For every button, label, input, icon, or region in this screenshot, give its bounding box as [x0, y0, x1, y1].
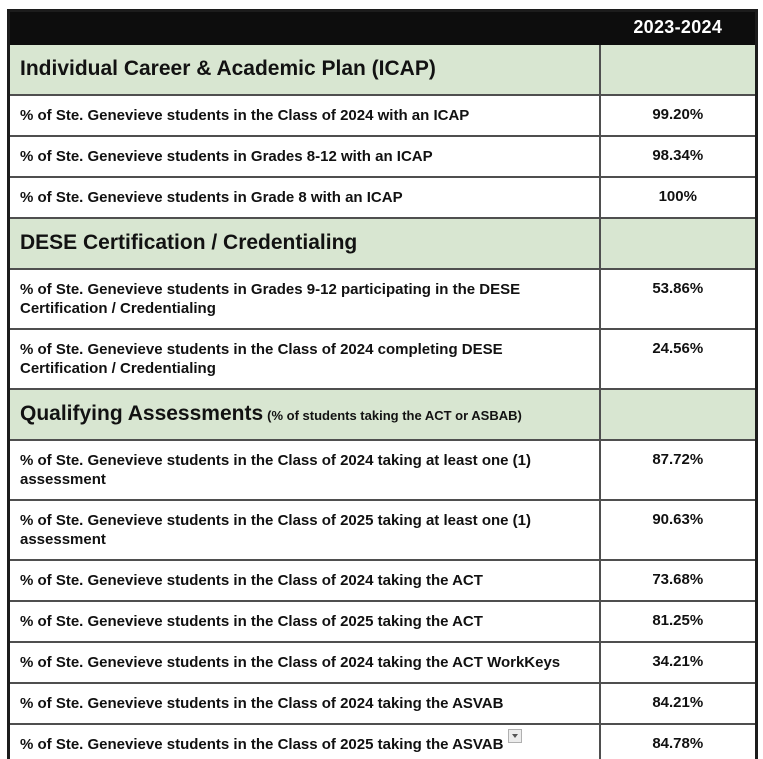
table-row — [9, 440, 757, 500]
section-title: Qualifying Assessments — [20, 401, 264, 425]
metric-label-cell — [9, 269, 600, 329]
metric-value: 84.21% — [600, 683, 757, 724]
metric-value: 99.20% — [600, 95, 757, 136]
metric-label: % of Ste. Genevieve students in Grades 9-12 participating in the DESE Certification / Credentialing — [20, 280, 521, 317]
metric-label-cell — [9, 329, 600, 389]
metric-value: 24.56% — [600, 329, 757, 389]
table-row — [9, 560, 757, 601]
table-row — [9, 329, 757, 389]
table-row — [9, 724, 757, 759]
year-header-row — [9, 11, 757, 44]
metric-label: % of Ste. Genevieve students in the Class of 2025 taking the ACT — [20, 612, 483, 630]
section-header-row — [9, 44, 757, 95]
table-row — [9, 683, 757, 724]
metric-label: % of Ste. Genevieve students in Grade 8 with an ICAP — [20, 188, 403, 206]
metric-label-cell — [9, 560, 600, 601]
table-row — [9, 177, 757, 218]
metric-label-cell — [9, 601, 600, 642]
metric-label-cell — [9, 136, 600, 177]
section-header-row — [9, 218, 757, 269]
section-title: DESE Certification / Credentialing — [20, 230, 358, 254]
table-row — [9, 642, 757, 683]
metric-label-cell — [9, 642, 600, 683]
chevron-down-icon — [512, 734, 518, 738]
metric-label-cell — [9, 724, 600, 759]
metric-label: % of Ste. Genevieve students in the Class of 2025 taking the ASVAB — [20, 735, 504, 753]
metric-label: % of Ste. Genevieve students in the Class of 2024 taking the ACT — [20, 571, 483, 589]
section-empty-value-cell — [600, 44, 757, 95]
metric-label: % of Ste. Genevieve students in the Class of 2024 with an ICAP — [20, 106, 470, 124]
metric-label-cell — [9, 683, 600, 724]
table-row — [9, 601, 757, 642]
metric-value: 53.86% — [600, 269, 757, 329]
metric-value: 98.34% — [600, 136, 757, 177]
metric-value: 100% — [600, 177, 757, 218]
metric-label: % of Ste. Genevieve students in the Class of 2025 taking at least one (1) assessment — [20, 511, 531, 548]
metric-label-cell — [9, 95, 600, 136]
section-header-row — [9, 389, 757, 440]
year-header-label: 2023-2024 — [600, 11, 757, 44]
metric-label: % of Ste. Genevieve students in Grades 8-12 with an ICAP — [20, 147, 433, 165]
section-empty-value-cell — [600, 218, 757, 269]
table-row — [9, 136, 757, 177]
metric-label: % of Ste. Genevieve students in the Class of 2024 taking the ASVAB — [20, 694, 504, 712]
section-title-cell — [9, 44, 600, 95]
table-row — [9, 95, 757, 136]
metrics-table — [7, 9, 758, 759]
section-empty-value-cell — [600, 389, 757, 440]
table-row — [9, 269, 757, 329]
metric-value: 84.78% — [600, 724, 757, 759]
metric-label: % of Ste. Genevieve students in the Class of 2024 taking the ACT WorkKeys — [20, 653, 561, 671]
metric-value: 34.21% — [600, 642, 757, 683]
metric-value: 87.72% — [600, 440, 757, 500]
metric-label: % of Ste. Genevieve students in the Class of 2024 taking at least one (1) assessment — [20, 451, 531, 488]
section-title-cell — [9, 389, 600, 440]
metric-label-cell — [9, 500, 600, 560]
metric-label-cell — [9, 440, 600, 500]
table-row — [9, 500, 757, 560]
metric-label: % of Ste. Genevieve students in the Class of 2024 completing DESE Certification / Credentialing — [20, 340, 503, 377]
section-note: (% of students taking the ACT or ASBAB) — [267, 407, 522, 423]
section-title: Individual Career & Academic Plan (ICAP) — [20, 56, 436, 80]
metric-value: 90.63% — [600, 500, 757, 560]
cell-dropdown-button[interactable] — [508, 729, 522, 743]
metric-label-cell — [9, 177, 600, 218]
section-title-cell — [9, 218, 600, 269]
metric-value: 81.25% — [600, 601, 757, 642]
metric-value: 73.68% — [600, 560, 757, 601]
year-header-empty-cell — [9, 11, 600, 44]
